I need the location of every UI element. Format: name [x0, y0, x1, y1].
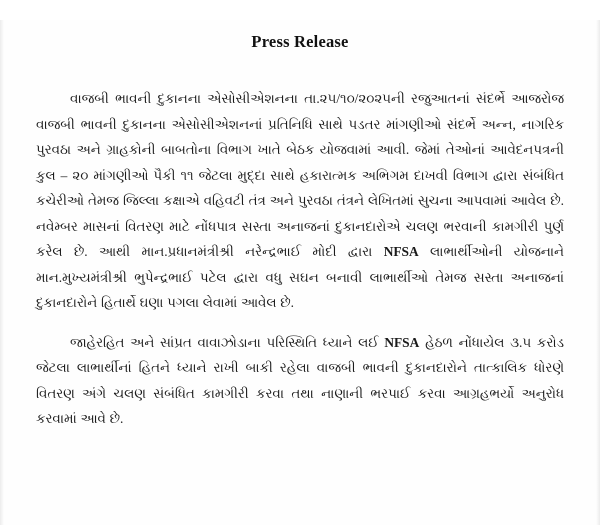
- page-title: Press Release: [251, 32, 349, 51]
- bold-term: NFSA: [383, 244, 419, 259]
- page-left-edge-shadow: [0, 20, 4, 525]
- text-run: વાજબી ભાવની દુકાનના એસોસીએશનના તા.૨૫/૧૦/૨૦૨૫ની રજુઆતનાં સંદર્ભે આજરોજ વાજબી ભાવની દુકાનના એસોસીએશનનાં પ્રતિનિધિ સાથે પડતર માંગણીઓ સંદર્ભે અન્ન, નાગરિક પુરવઠા અને ગ્રાહકોની બાબતોના વિભાગ ખાતે બેઠક યોજવામાં આવી. જેમાં તેઓનાં આવેદનપત્રની કુલ – ૨૦ માંગણીઓ પૈકી ૧૧ જેટલા મુદ્દા સાથે હકારાત્મક અભિગમ દાખવી વિભાગ દ્વારા સંબંધિત કચેરીઓ તેમજ જિલ્લા કક્ષાએ વહિવટી તંત્ર અને પુરવઠા તંત્રને લેખિતમાં સુચના આપવામાં આવેલ છે. નવેમ્બર માસનાં વિતરણ માટે નોંધપાત્ર સસ્તા અનાજનાં દુકાનદારોએ ચલણ ભરવાની કામગીરી પુર્ણ કરેલ છે. આથી માન.પ્રધાનમંત્રીશ્રી નરેન્દ્રભાઈ મોદી દ્વારા: [36, 91, 564, 259]
- paragraph-1: [36, 86, 564, 316]
- text-run: હેઠળ નોંધાયેલ ૩.૫ કરોડ જેટલા લાભાર્થીનાં હિતને ધ્યાને રાખી બાકી રહેલા વાજબી ભાવની દુકાનદારોને તાત્કાલિક ધોરણે વિતરણ અંગે ચલણ સંબંધિત કામગીરી કરવા તથા નાણાની ભરપાઈ કરવા આગ્રહભર્યો અનુરોધ કરવામાં આવે છે.: [36, 334, 564, 426]
- document-body: [36, 86, 564, 432]
- text-run: જાહેરહિત અને સાંપ્રત વાવાઝોડાના પરિસ્થિતિ ધ્યાને લઈ: [70, 334, 385, 350]
- document-page: [0, 20, 600, 525]
- bold-term: NFSA: [384, 334, 420, 350]
- paragraph-2: [36, 330, 564, 432]
- text-run: લાભાર્થીઓની યોજનાને માન.મુખ્યમંત્રીશ્રી ભુપેન્દ્રભાઈ પટેલ દ્વારા વધુ સઘન બનાવી લાભાર્થીઓ તેમજ સસ્તા અનાજનાં દુકાનદારોને હિતાર્થે ઘણા પગલા લેવામાં આવેલ છે.: [36, 244, 564, 310]
- page-right-edge-shadow: [596, 20, 600, 525]
